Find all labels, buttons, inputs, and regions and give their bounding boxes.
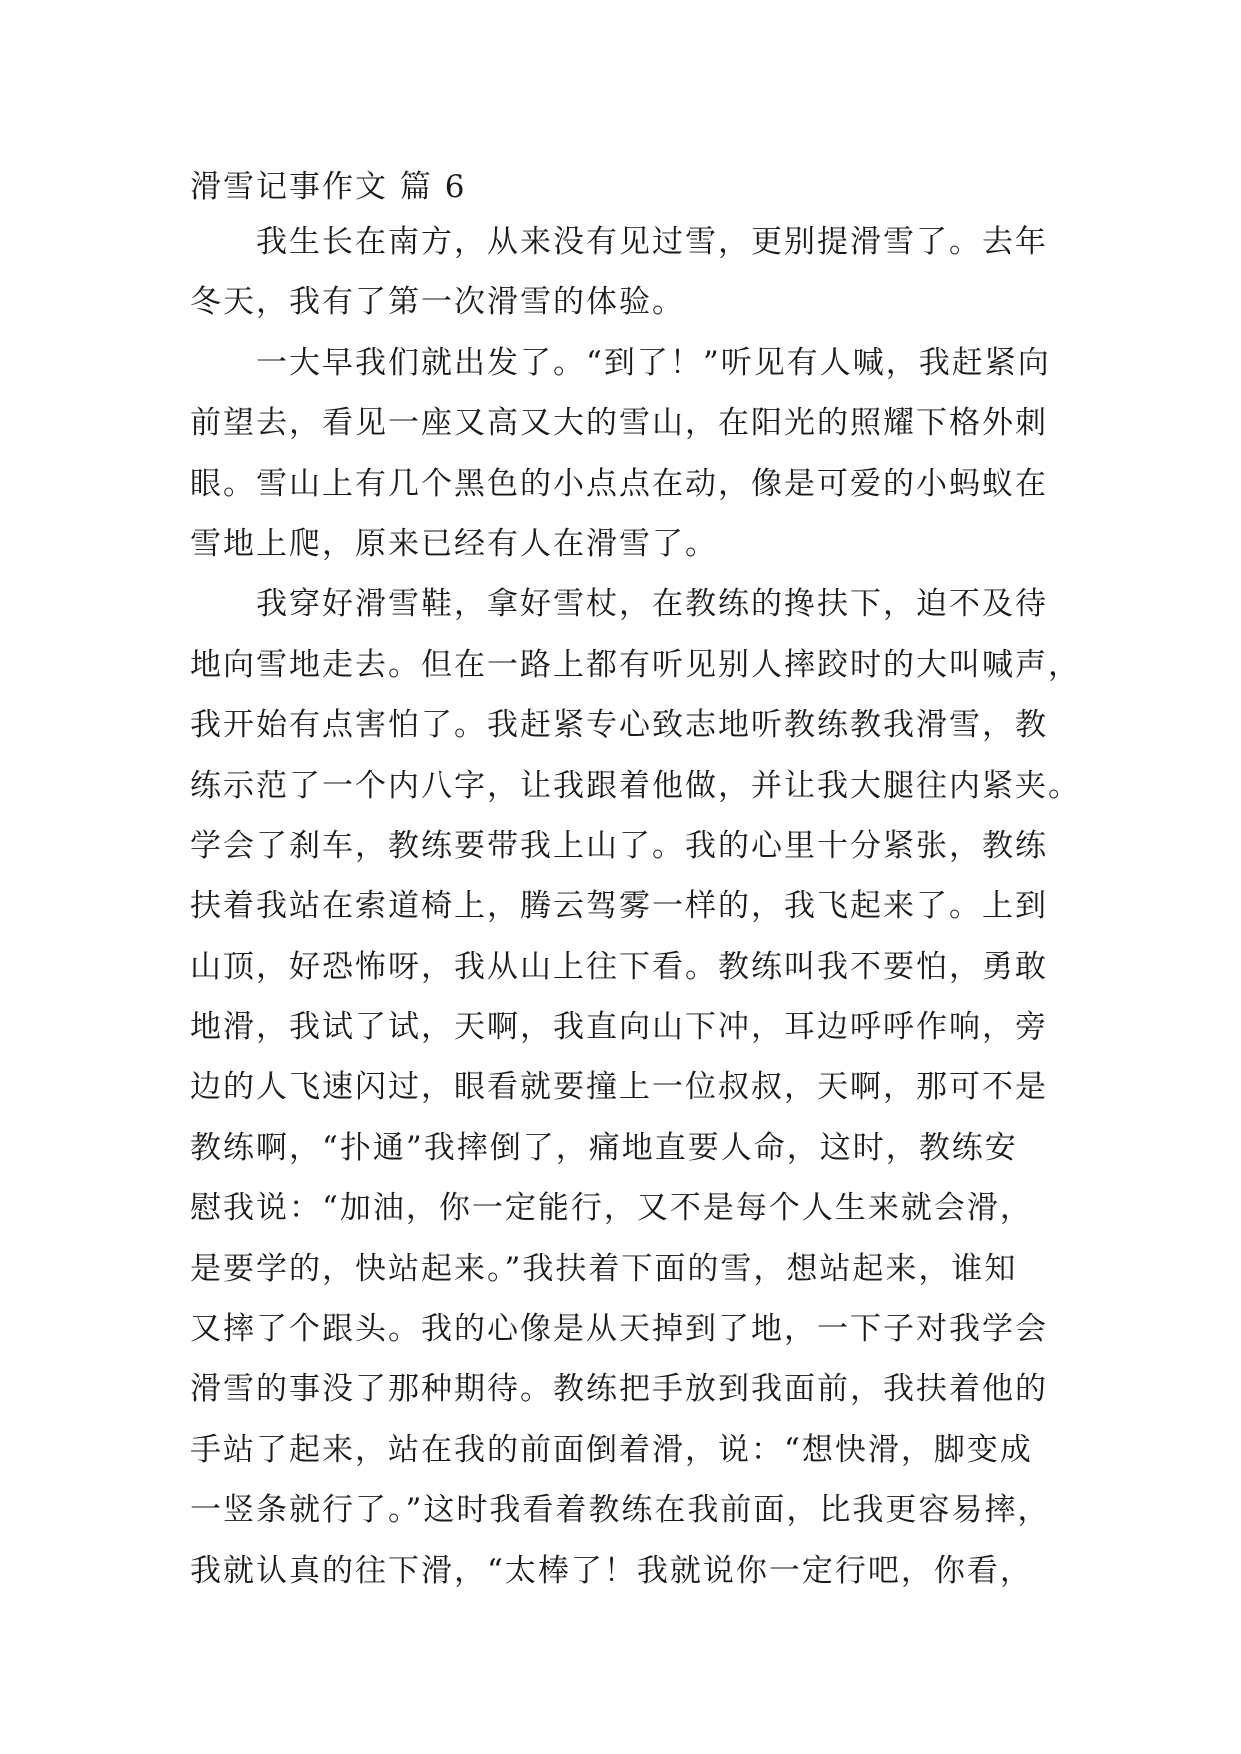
text-line: 雪地上爬，原来已经有人在滑雪了。	[190, 525, 718, 562]
text-line: 扶着我站在索道椅上，腾云驾雾一样的，我飞起来了。上到	[190, 888, 1048, 925]
text-line: 冬天，我有了第一次滑雪的体验。	[190, 284, 685, 321]
essay-title: 滑雪记事作文 篇 6	[190, 169, 467, 205]
text-line: 慰我说：“加油，你一定能行，又不是每个人生来就会滑，	[190, 1190, 1033, 1227]
text-line: 我生长在南方，从来没有见过雪，更别提滑雪了。去年	[256, 224, 1048, 260]
text-line: 教练啊，“扑通”我摔倒了，痛地直要人命，这时，教练安	[190, 1129, 1018, 1166]
text-line: 学会了刹车，教练要带我上山了。我的心里十分紧张，教练	[190, 827, 1048, 864]
text-line: 一大早我们就出发了。“到了！”听见有人喊，我赶紧向	[256, 344, 1051, 381]
text-line: 滑雪的事没了那种期待。教练把手放到我面前，我扶着他的	[190, 1371, 1048, 1408]
text-line: 又摔了个跟头。我的心像是从天掉到了地，一下子对我学会	[190, 1311, 1048, 1348]
text-line: 边的人飞速闪过，眼看就要撞上一位叔叔，天啊，那可不是	[190, 1069, 1048, 1106]
essay-lines	[190, 212, 1081, 1601]
text-line: 一竖条就行了。”这时我看着教练在我前面，比我更容易摔，	[190, 1492, 1051, 1529]
text-line: 是要学的，快站起来。”我扶着下面的雪，想站起来，谁知	[190, 1250, 1018, 1287]
text-line: 手站了起来，站在我的前面倒着滑，说：“想快滑，脚变成	[190, 1431, 1033, 1468]
essay-body	[190, 168, 1081, 1601]
text-line: 练示范了一个内八字，让我跟着他做，并让我大腿往内紧夹。	[190, 767, 1081, 804]
text-line: 前望去，看见一座又高又大的雪山，在阳光的照耀下格外刺	[190, 405, 1048, 442]
text-line: 我穿好滑雪鞋，拿好雪杖，在教练的搀扶下，迫不及待	[256, 586, 1048, 623]
text-line: 地滑，我试了试，天啊，我直向山下冲，耳边呼呼作响，旁	[190, 1009, 1048, 1046]
text-line: 我开始有点害怕了。我赶紧专心致志地听教练教我滑雪，教	[190, 707, 1048, 744]
text-line: 我就认真的往下滑，“太棒了！我就说你一定行吧，你看，	[190, 1552, 1033, 1589]
text-line: 眼。雪山上有几个黑色的小点点在动，像是可爱的小蚂蚁在	[190, 465, 1048, 502]
text-line: 地向雪地走去。但在一路上都有听见别人摔跤时的大叫喊声，	[190, 646, 1081, 683]
text-line: 山顶，好恐怖呀，我从山上往下看。教练叫我不要怕，勇敢	[190, 948, 1048, 985]
